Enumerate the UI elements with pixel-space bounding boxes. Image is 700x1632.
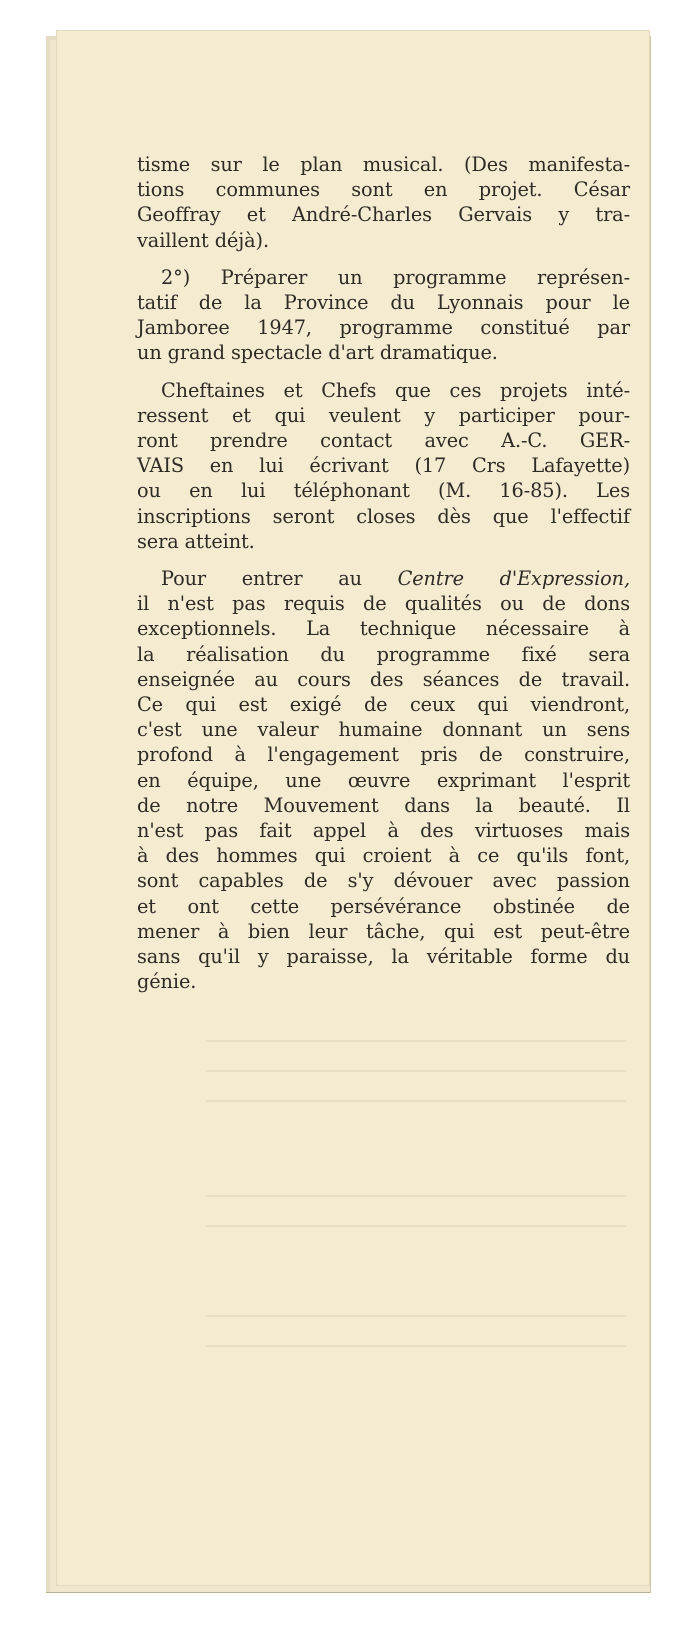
text-line: ront prendre contact avec A.-C. GER-	[137, 429, 630, 453]
text-line: VAIS en lui écrivant (17 Crs Lafayette)	[137, 454, 630, 478]
bleed-through-line	[206, 1345, 626, 1347]
text-line: génie.	[137, 970, 197, 994]
text-line: vaillent déjà).	[137, 228, 269, 252]
text-line: mener à bien leur tâche, qui est peut-être	[137, 919, 630, 943]
text-line: Jamboree 1947, programme constitué par	[137, 316, 630, 340]
text-line: ou en lui téléphonant (M. 16-85). Les	[137, 479, 630, 503]
text-line: un grand spectacle d'art dramatique.	[137, 341, 498, 365]
text-line: enseignée au cours des séances de travail.	[137, 667, 630, 691]
bleed-through-line	[206, 1100, 626, 1102]
text-line: sans qu'il y paraisse, la véritable forme du	[137, 945, 630, 969]
text-line: ressent et qui veulent y participer pour-	[137, 403, 630, 427]
text-line: sera atteint.	[137, 529, 255, 553]
text-line: en équipe, une œuvre exprimant l'esprit	[137, 768, 630, 792]
text-line: tions communes sont en projet. César	[137, 178, 630, 202]
paragraph-1	[137, 152, 630, 253]
text-line: Ce qui est exigé de ceux qui viendront,	[137, 693, 630, 717]
text-line: et ont cette persévérance obstinée de	[137, 894, 630, 918]
paragraph-4	[137, 566, 630, 994]
text-line: à des hommes qui croient à ce qu'ils font,	[137, 844, 630, 868]
body-text-column	[137, 152, 630, 1007]
bleed-through-line	[206, 1070, 626, 1072]
bleed-through-line	[206, 1225, 626, 1227]
paragraph-3	[137, 378, 630, 554]
paper-sheet	[56, 30, 650, 1586]
text-line: Geoffray et André-Charles Gervais y tra-	[137, 203, 630, 227]
bleed-through-line	[206, 1040, 626, 1042]
text-line: sont capables de s'y dévouer avec passion	[137, 869, 630, 893]
text-line: tisme sur le plan musical. (Des manifesta-	[137, 153, 630, 176]
text-line-lead	[137, 566, 630, 591]
text-line: exceptionnels. La technique nécessaire à	[137, 617, 630, 641]
lead-plain-text: Pour entrer au	[161, 567, 398, 591]
text-line: Cheftaines et Chefs que ces projets inté-	[161, 378, 630, 402]
text-line: n'est pas fait appel à des virtuoses mais	[137, 819, 630, 843]
text-line: de notre Mouvement dans la beauté. Il	[137, 793, 630, 817]
text-line: il n'est pas requis de qualités ou de dons	[137, 592, 630, 616]
bleed-through-line	[206, 1315, 626, 1317]
centre-expression-italic: Centre d'Expression,	[397, 567, 630, 591]
text-line: 2°) Préparer un programme représen-	[161, 265, 630, 289]
text-line: c'est une valeur humaine donnant un sens	[137, 718, 630, 742]
text-line: la réalisation du programme fixé sera	[137, 642, 630, 666]
text-line: inscriptions seront closes dès que l'effectif	[137, 504, 630, 528]
bleed-through-line	[206, 1195, 626, 1197]
text-line: tatif de la Province du Lyonnais pour le	[137, 291, 630, 315]
text-line: profond à l'engagement pris de construire,	[137, 743, 630, 767]
paragraph-2	[137, 265, 630, 366]
